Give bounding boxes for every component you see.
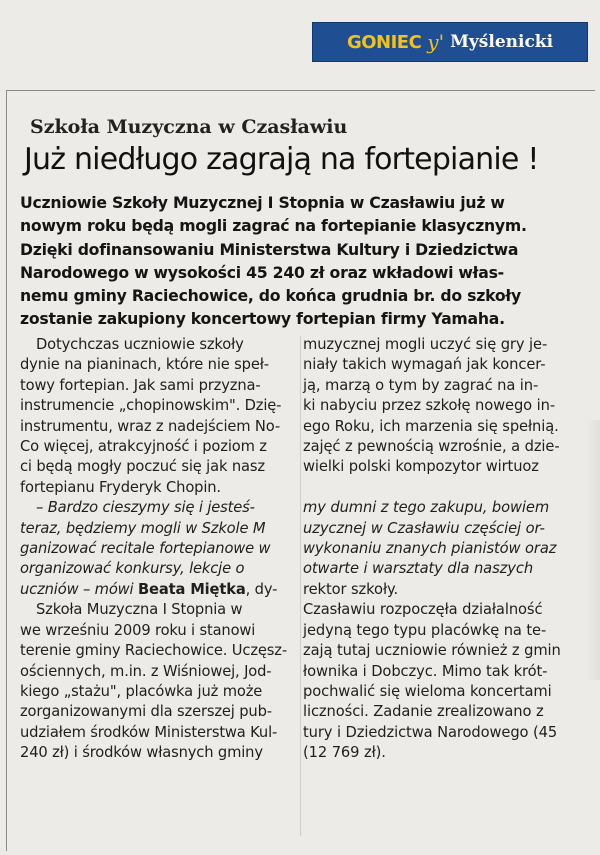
article-left-column <box>20 335 298 764</box>
article-right-column <box>303 335 581 764</box>
body-line: fortepianu Fryderyk Chopin. <box>20 478 221 496</box>
lead-line: zostanie zakupiony koncertowy fortepian firmy Yamaha. <box>20 309 505 329</box>
lead-line: Dzięki dofinansowaniu Ministerstwa Kultury i Dziedzictwa <box>20 239 519 259</box>
body-line: ki nabyciu przez szkołę nowego in- <box>303 397 556 415</box>
quote-line: teraz, będziemy mogli w Szkole M <box>20 519 266 537</box>
lead-line: Uczniowie Szkoły Muzycznej I Stopnia w Czasławiu już w <box>20 193 505 212</box>
body-line: zajęć z pewnością wzrośnie, a dzie- <box>303 438 560 456</box>
body-line: ego Roku, ich marzenia się spełnią. <box>303 417 559 435</box>
body-line: tury i Dziedzictwa Narodowego (45 <box>303 723 558 741</box>
body-line: kiego „stażu", placówka już może <box>20 682 263 700</box>
attribution-tail: , dy- <box>245 580 278 598</box>
attribution-line <box>20 580 298 600</box>
attribution-text: uczniów – mówi <box>20 580 134 598</box>
article-kicker: Szkoła Muzyczna w Czasławiu <box>30 116 348 138</box>
body-line: zają tutaj uczniowie również z gmin <box>303 642 561 660</box>
newspaper-masthead <box>312 22 588 62</box>
masthead-goniec: GONIEC <box>346 31 422 53</box>
body-line: ościennych, m.in. z Wiśniowej, Jod- <box>20 662 272 680</box>
body-line <box>303 478 581 498</box>
body-line: pochwalić się wieloma koncertami <box>303 682 552 700</box>
body-line: muzycznej mogli uczyć się gry je- <box>303 336 548 353</box>
quote-line: – Bardzo cieszymy się i jesteś- <box>36 499 255 517</box>
body-line: Dotychczas uczniowie szkoły <box>36 336 244 353</box>
body-line: instrumencie „chopinowskim". Dzię- <box>20 397 282 415</box>
body-line: niały takich wymagań jak koncer- <box>303 356 546 374</box>
quote-line: my dumni z tego zakupu, bowiem <box>303 499 550 517</box>
lead-line: nowym roku będą mogli zagrać na fortepianie klasycznym. <box>20 216 527 236</box>
column-gutter <box>300 336 301 836</box>
body-line: dynie na pianinach, które nie speł- <box>20 356 269 374</box>
lead-line: Narodowego w wysokości 45 240 zł oraz wkładowi włas- <box>20 262 504 282</box>
body-line: instrumentu, wraz z nadejściem No- <box>20 417 281 435</box>
body-line: (12 769 zł). <box>303 744 386 762</box>
body-line: łownika i Dobczyc. Mimo tak krót- <box>303 662 548 680</box>
body-line: rektor szkoły. <box>303 580 399 598</box>
masthead-logo-mark: y' <box>427 30 445 54</box>
quote-line: otwarte i warsztaty dla naszych <box>303 560 534 578</box>
quote-line: uzycznej w Czasławiu częściej or- <box>303 519 545 537</box>
body-line: jedyną tego typu placówkę na te- <box>303 621 547 639</box>
article-lead <box>20 191 586 331</box>
lead-line: nemu gminy Raciechowice, do końca grudnia br. do szkoły <box>20 286 521 306</box>
quote-line: organizować konkursy, lekcje o <box>20 560 245 578</box>
body-line: Czasławiu rozpoczęła działalność <box>303 601 543 619</box>
body-line: ją, marzą o tym by zagrać na in- <box>303 376 539 394</box>
page-edge-shadow <box>586 420 600 680</box>
masthead-myslenicki: Myślenicki <box>450 32 554 52</box>
quote-line: ganizować recitale fortepianowe w <box>20 540 271 558</box>
body-line: Co więcej, atrakcyjność i poziom z <box>20 438 267 456</box>
body-line: wielki polski kompozytor wirtuoz <box>303 458 539 476</box>
speaker-name: Beata Miętka <box>137 580 246 598</box>
body-line: Szkoła Muzyczna I Stopnia w <box>36 601 243 619</box>
quote-line: wykonaniu znanych pianistów oraz <box>303 540 557 558</box>
article-headline: Już niedługo zagrają na fortepianie ! <box>24 142 539 177</box>
body-line: udziałem środków Ministerstwa Kul- <box>20 723 278 741</box>
body-line: ci będą mogły poczuć się jak nasz <box>20 458 265 476</box>
body-line: 240 zł) i środków własnych gminy <box>20 744 263 762</box>
body-line: terenie gminy Raciechowice. Uczęsz- <box>20 642 287 660</box>
body-line: liczności. Zadanie zrealizowano z <box>303 703 544 721</box>
body-line: zorganizowanymi dla szerszej pub- <box>20 703 272 721</box>
body-line: we wrześniu 2009 roku i stanowi <box>20 621 256 639</box>
body-line: towy fortepian. Jak sami przyzna- <box>20 376 261 394</box>
